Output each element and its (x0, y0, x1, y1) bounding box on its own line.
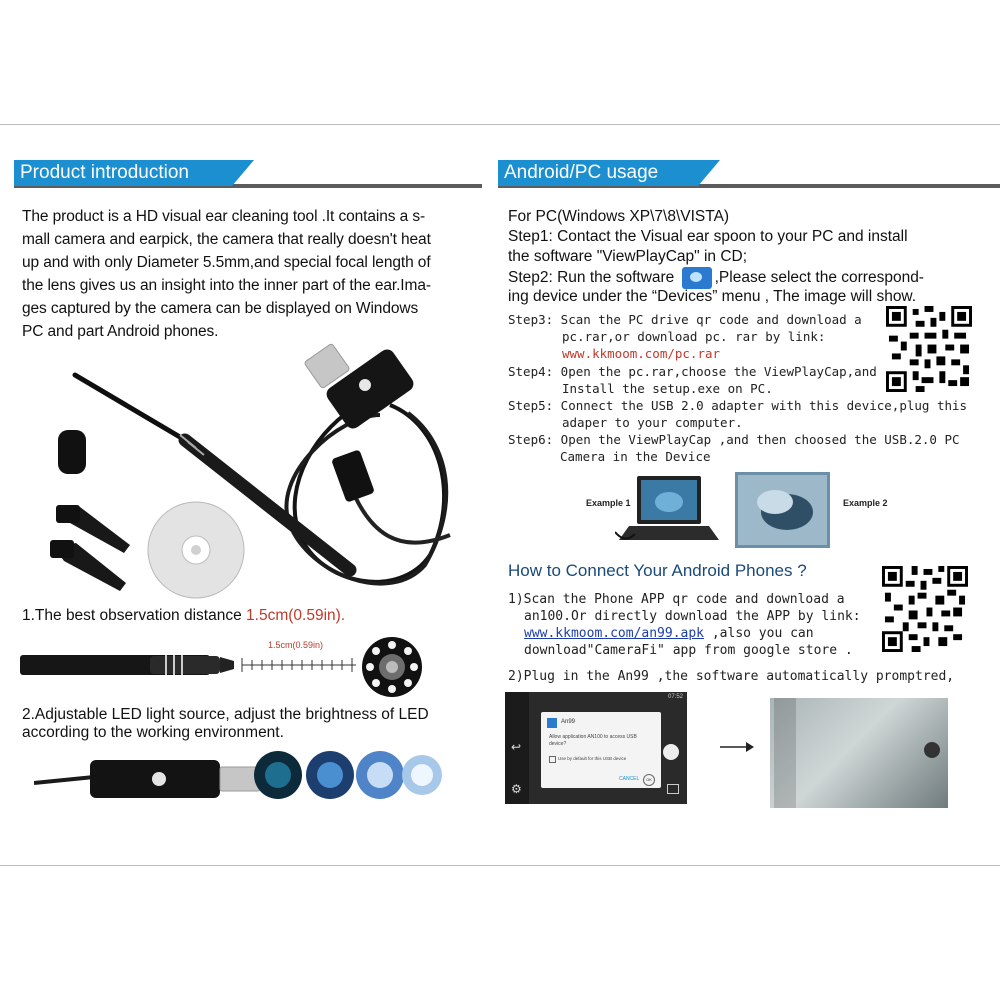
led-illustration (34, 745, 444, 805)
intro-line: the lens gives us an insight into the inner part of the ear.Ima- (22, 277, 431, 294)
android-step1-line-3 (524, 625, 814, 642)
distance-illustration (20, 635, 440, 703)
top-rule (0, 124, 1000, 125)
step1-line-2: the software "ViewPlayCap" in CD; (508, 248, 748, 265)
step2-text-a: Step2: Run the software (508, 269, 679, 287)
left-section-title: Product introduction (14, 160, 232, 186)
bottom-rule (0, 865, 1000, 866)
example-1-caption: Example 1 (586, 498, 631, 508)
example-1-laptop-image (615, 472, 725, 550)
usb-permission-dialog (541, 712, 661, 788)
dialog-ok-button[interactable]: OK (643, 774, 655, 786)
feature-2-line-2: according to the working environment. (22, 724, 284, 741)
dialog-app-icon (547, 718, 557, 728)
step2-line-2: ing device under the “Devices” menu , The image will show. (508, 288, 917, 305)
viewplaycap-app-icon (682, 267, 712, 289)
intro-line: up and with only Diameter 5.5mm,and special focal length of (22, 254, 431, 271)
intro-line: PC and part Android phones. (22, 323, 219, 340)
android-step1-line-2: an100.Or directly download the APP by link: (524, 609, 861, 624)
intro-line: mall camera and earpick, the camera that really doesn't heat (22, 231, 431, 248)
android-screen-1 (505, 692, 687, 804)
left-band-tip (232, 160, 254, 186)
step1-line-1: Step1: Contact the Visual ear spoon to your PC and install (508, 228, 908, 245)
step3-line-2: pc.rar,or download pc. rar by link: (562, 329, 826, 344)
right-section-title: Android/PC usage (498, 160, 698, 186)
feature-1-text: 1.The best observation distance (22, 607, 247, 624)
step5-line-2: adaper to your computer. (562, 415, 743, 430)
status-time: 07:52 (667, 694, 683, 700)
feature-2-line-1: 2.Adjustable LED light source, adjust the brightness of LED (22, 706, 429, 723)
dialog-app-name: An99 (561, 719, 576, 725)
dialog-checkbox[interactable] (549, 756, 556, 763)
camera-shutter-icon[interactable] (663, 744, 679, 760)
dialog-message: Allow application AN100 to access USB device? (549, 734, 637, 747)
camera-side-controls (774, 698, 796, 808)
camera-feed (770, 698, 948, 808)
step4-line-1: Step4: 0pen the pc.rar,choose the ViewPlayCap,and (508, 364, 877, 379)
pc-qr-code[interactable] (886, 306, 972, 392)
android-screen-2 (770, 698, 948, 808)
camera-shutter-icon-2[interactable] (924, 742, 940, 758)
step2-line-1 (508, 267, 924, 289)
pc-download-link[interactable]: www.kkmoom.com/pc.rar (562, 346, 721, 361)
android-step1-line-4: download"CameraFi" app from google store . (524, 643, 853, 658)
pc-heading: For PC(Windows XP\7\8\VISTA) (508, 208, 730, 225)
example-2-caption: Example 2 (843, 498, 888, 508)
dialog-checkbox-label: Use by default for this USB device (558, 756, 627, 761)
android-section-title: How to Connect Your Android Phones ? (508, 561, 807, 580)
android-qr-code[interactable] (882, 566, 968, 652)
back-arrow-icon[interactable]: ↩ (511, 740, 522, 754)
arrow-icon (720, 740, 754, 754)
step3-line-1: Step3: Scan the PC drive qr code and download a (508, 312, 862, 327)
step2-text-b: ,Please select the correspond- (714, 269, 924, 287)
android-step2: 2)Plug in the An99 ,the software automatically promptred, (508, 669, 955, 684)
example-2-ear-image (735, 472, 830, 548)
settings-gear-icon[interactable]: ⚙ (511, 782, 522, 796)
intro-paragraph (22, 205, 492, 343)
android-step1-line-1: 1)Scan the Phone APP qr code and download a (508, 592, 845, 607)
apk-download-link[interactable]: www.kkmoom.com/an99.apk (524, 626, 705, 641)
step6-line-2: Camera in the Device (560, 449, 711, 464)
ruler-label: 1.5cm(0.59in) (268, 640, 324, 650)
feature-1-distance: 1.5cm(0.59in). (246, 607, 346, 624)
right-band-tip (698, 160, 720, 186)
step4-line-2: Install the setup.exe on PC. (562, 381, 773, 396)
gallery-icon[interactable] (667, 784, 679, 794)
step5-line-1: Step5: Connect the USB 2.0 adapter with this device,plug this (508, 398, 968, 413)
intro-line: ges captured by the camera can be displayed on Windows (22, 300, 419, 317)
product-image (20, 335, 490, 600)
dialog-cancel-button[interactable]: CANCEL (619, 776, 640, 782)
step6-line-1: Step6: Open the ViewPlayCap ,and then choosed the USB.2.0 PC (508, 432, 960, 447)
android-step1-line-3-rest: ,also you can (704, 626, 814, 641)
intro-line: The product is a HD visual ear cleaning tool .It contains a s- (22, 208, 426, 225)
feature-1 (22, 607, 345, 625)
